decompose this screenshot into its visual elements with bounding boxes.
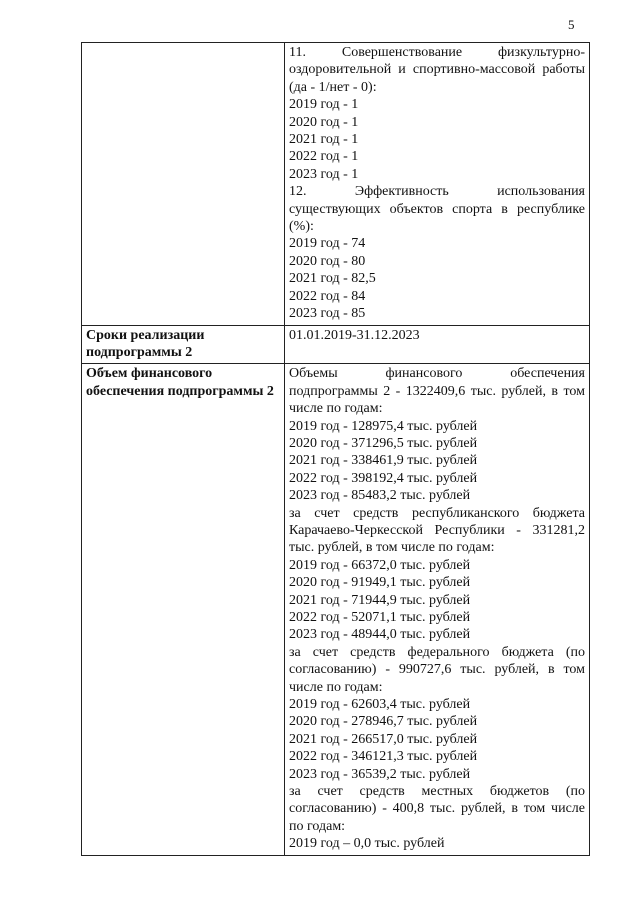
funding-federal-intro: за счет средств федерального бюджета (по согласованию) - 990727,6 тыс. рублей, в том числе по годам: <box>289 644 585 695</box>
indicator-11-year: 2021 год - 1 <box>289 132 359 148</box>
funding-label-text: Объем финансового обеспечения подпрограммы 2 <box>86 366 274 399</box>
funding-total-year: 2021 год - 338461,9 тыс. рублей <box>289 453 478 469</box>
indicator-12-year: 2020 год - 80 <box>289 253 366 269</box>
period-value-cell <box>285 325 590 364</box>
table-row-funding <box>82 364 590 855</box>
indicator-12-year: 2019 год - 74 <box>289 236 366 252</box>
indicator-11-year: 2022 год - 1 <box>289 149 359 165</box>
funding-federal-year: 2021 год - 266517,0 тыс. рублей <box>289 731 478 747</box>
funding-total-year: 2022 год - 398192,4 тыс. рублей <box>289 470 478 486</box>
page-number: 5 <box>568 17 575 32</box>
funding-federal-year: 2020 год - 278946,7 тыс. рублей <box>289 714 478 730</box>
period-value: 01.01.2019-31.12.2023 <box>289 327 420 343</box>
funding-federal-year: 2019 год - 62603,4 тыс. рублей <box>289 697 471 713</box>
funding-total-year: 2020 год - 371296,5 тыс. рублей <box>289 435 478 451</box>
indicators-cell <box>285 43 590 326</box>
indicator-11-text: 11. Совершенствование физкультурно-оздоровительной и спортивно-массовой работы (да - 1/нет - 0): <box>289 45 585 95</box>
funding-local-year: 2019 год – 0,0 тыс. рублей <box>289 836 445 852</box>
funding-total-year: 2019 год - 128975,4 тыс. рублей <box>289 418 478 434</box>
funding-total-intro: Объемы финансового обеспечения подпрограммы 2 - 1322409,6 тыс. рублей, в том числе по годам: <box>289 366 585 417</box>
funding-value-cell <box>285 364 590 855</box>
funding-republican-year: 2019 год - 66372,0 тыс. рублей <box>289 557 471 573</box>
indicator-11-year: 2020 год - 1 <box>289 114 359 130</box>
indicator-12-text: 12. Эффективность использования существующих объектов спорта в республике (%): <box>289 184 585 235</box>
funding-local-intro: за счет средств местных бюджетов (по согласованию) - 400,8 тыс. рублей, в том числе по годам: <box>289 784 585 834</box>
funding-republican-year: 2022 год - 52071,1 тыс. рублей <box>289 610 471 625</box>
passport-table <box>81 42 590 856</box>
period-label <box>82 325 285 364</box>
funding-federal-year: 2022 год - 346121,3 тыс. рублей <box>289 749 478 765</box>
funding-republican-intro: за счет средств республиканского бюджета Карачаево-Черкесской Республики - 331281,2 тыс. рублей, в том числе по годам: <box>289 505 585 556</box>
funding-label <box>82 364 285 855</box>
funding-republican-year: 2021 год - 71944,9 тыс. рублей <box>289 592 471 608</box>
funding-federal-year: 2023 год - 36539,2 тыс. рублей <box>289 766 471 782</box>
indicator-12-year: 2022 год - 84 <box>289 288 366 304</box>
funding-republican-year: 2020 год - 91949,1 тыс. рублей <box>289 575 471 591</box>
funding-republican-year: 2023 год - 48944,0 тыс. рублей <box>289 627 471 643</box>
indicator-12-year: 2023 год - 85 <box>289 306 366 322</box>
indicator-12-year: 2021 год - 82,5 <box>289 271 376 287</box>
period-label-text: Сроки реализации подпрограммы 2 <box>86 327 205 360</box>
table-row-indicators <box>82 43 590 326</box>
indicator-11-year: 2019 год - 1 <box>289 97 359 113</box>
empty-label-cell <box>82 43 285 326</box>
indicator-11-year: 2023 год - 1 <box>289 166 359 182</box>
table-row-period <box>82 325 590 364</box>
funding-total-year: 2023 год - 85483,2 тыс. рублей <box>289 488 471 504</box>
